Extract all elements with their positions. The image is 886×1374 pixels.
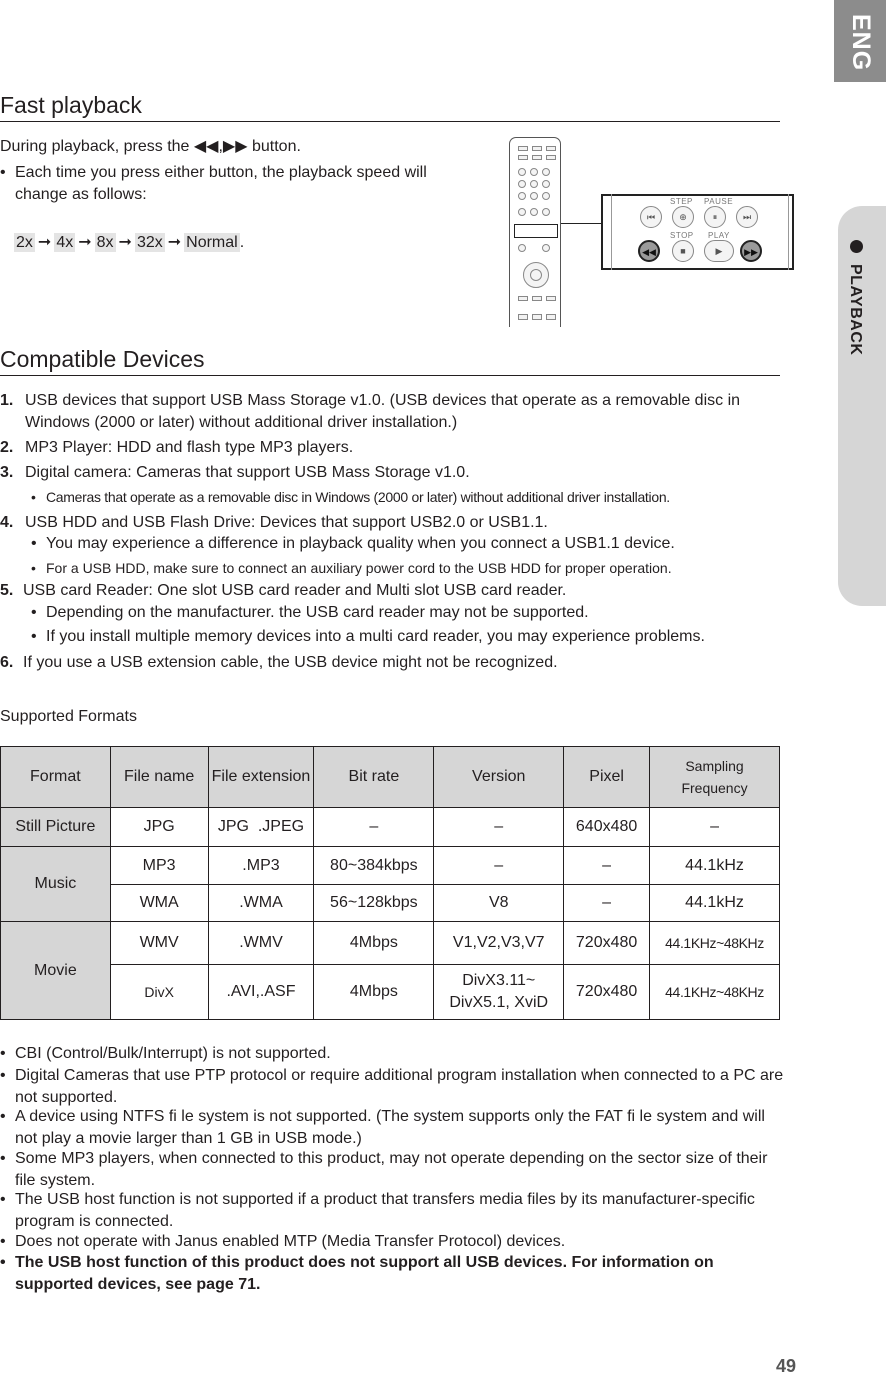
title-rule bbox=[0, 375, 780, 376]
table-row bbox=[1, 885, 780, 922]
rewind-icon: ◀◀ bbox=[638, 240, 660, 262]
table-cell: 4Mbps bbox=[314, 922, 434, 965]
note-item: • Digital Cameras that use PTP protocol or require additional program installation when connected to a PC are not supported. bbox=[0, 1067, 784, 1106]
table-cell: .WMV bbox=[208, 922, 314, 965]
table-cell: 720x480 bbox=[564, 965, 650, 1020]
table-row bbox=[1, 965, 780, 1020]
table-cell bbox=[434, 965, 564, 1020]
table-cell: DivX bbox=[110, 965, 208, 1020]
speed-8x: 8x bbox=[96, 234, 114, 251]
table-cell: – bbox=[564, 885, 650, 922]
table-cell: – bbox=[650, 808, 780, 847]
table-cell: 720x480 bbox=[564, 922, 650, 965]
arrow-icon: ➞ bbox=[78, 234, 92, 251]
table-cell: 44.1KHz~48KHz bbox=[650, 965, 780, 1020]
table-row bbox=[1, 922, 780, 965]
table-cell: MP3 bbox=[110, 847, 208, 885]
version-line-1: DivX3.11~ bbox=[462, 972, 536, 989]
arrow-icon: ➞ bbox=[37, 234, 52, 251]
note-item-important: • The USB host function of this product does not support all USB devices. For information on supported devices, see page 71. bbox=[0, 1254, 714, 1293]
speed-end: . bbox=[239, 234, 245, 251]
table-cell: 56~128kbps bbox=[314, 885, 434, 922]
speed-normal: Normal bbox=[186, 234, 238, 251]
highlight-box bbox=[514, 224, 558, 238]
play-label: PLAY bbox=[708, 231, 730, 240]
table-cell: – bbox=[434, 847, 564, 885]
stop-label: STOP bbox=[670, 231, 694, 240]
table-cell: JPG .JPEG bbox=[208, 808, 314, 847]
pause-icon: ⏸ bbox=[704, 206, 726, 228]
category-cell: Still Picture bbox=[1, 808, 111, 847]
formats-table bbox=[0, 746, 780, 1020]
sub-bullet: • If you install multiple memory devices into a multi card reader, you may experience problems. bbox=[31, 628, 705, 645]
arrow-icon: ➞ bbox=[167, 234, 182, 251]
note-item: • CBI (Control/Bulk/Interrupt) is not supported. bbox=[0, 1045, 331, 1062]
table-cell: .AVI,.ASF bbox=[208, 965, 314, 1020]
table-cell: 44.1KHz~48KHz bbox=[650, 922, 780, 965]
skip-forward-icon: ⏭ bbox=[736, 206, 758, 228]
speed-32x: 32x bbox=[136, 234, 163, 251]
supported-formats-title: Supported Formats bbox=[0, 708, 137, 725]
table-cell: JPG bbox=[110, 808, 208, 847]
header-format: Format bbox=[1, 747, 111, 808]
section-tab bbox=[838, 206, 886, 606]
play-icon: ▶ bbox=[704, 240, 734, 262]
table-cell: 4Mbps bbox=[314, 965, 434, 1020]
table-cell: 640x480 bbox=[564, 808, 650, 847]
compatible-devices-title: Compatible Devices bbox=[0, 346, 205, 372]
remote-control-illustration bbox=[509, 137, 561, 327]
table-cell: V1,V2,V3,V7 bbox=[434, 922, 564, 965]
table-cell: 44.1kHz bbox=[650, 885, 780, 922]
header-file-name: File name bbox=[110, 747, 208, 808]
section-label: PLAYBACK bbox=[847, 264, 864, 356]
table-row bbox=[1, 808, 780, 847]
note-item: • The USB host function is not supported if a product that transfers media files by its manufacturer-specific program is connected. bbox=[0, 1191, 755, 1230]
table-cell: – bbox=[434, 808, 564, 847]
table-cell: 80~384kbps bbox=[314, 847, 434, 885]
sub-bullet: • Depending on the manufacturer. the USB card reader may not be supported. bbox=[31, 604, 589, 621]
page-number: 49 bbox=[776, 1356, 797, 1374]
header-sampling-frequency: Sampling Frequency bbox=[650, 747, 780, 808]
table-cell: V8 bbox=[434, 885, 564, 922]
fast-playback-title: Fast playback bbox=[0, 92, 142, 118]
header-file-extension: File extension bbox=[208, 747, 314, 808]
sub-bullet: • Cameras that operate as a removable disc in Windows (2000 or later) without additional driver installation. bbox=[31, 489, 670, 505]
table-cell: .WMA bbox=[208, 885, 314, 922]
bullet-dot-icon bbox=[850, 240, 863, 253]
table-cell: 44.1kHz bbox=[650, 847, 780, 885]
speed-bullet: • Each time you press either button, the playback speed will change as follows: bbox=[0, 164, 427, 203]
sub-bullet: • For a USB HDD, make sure to connect an auxiliary power cord to the USB HDD for proper operation. bbox=[31, 560, 672, 576]
note-item: • Some MP3 players, when connected to this product, may not operate depending on the sector size of their file system. bbox=[0, 1150, 768, 1189]
table-cell: .MP3 bbox=[208, 847, 314, 885]
arrow-icon: ➞ bbox=[118, 234, 132, 251]
language-tab bbox=[834, 0, 886, 82]
remote-callout bbox=[601, 194, 794, 270]
header-pixel: Pixel bbox=[564, 747, 650, 808]
fast-forward-icon: ▶▶ bbox=[740, 240, 762, 262]
step-label: STEP bbox=[670, 197, 693, 206]
callout-line bbox=[561, 223, 601, 224]
step-icon: ⊕ bbox=[672, 206, 694, 228]
skip-back-icon: ⏮ bbox=[640, 206, 662, 228]
table-row bbox=[1, 847, 780, 885]
table-header-row bbox=[1, 747, 780, 808]
header-version: Version bbox=[434, 747, 564, 808]
speed-2x: 2x bbox=[16, 234, 33, 251]
category-cell: Movie bbox=[1, 922, 111, 1020]
version-line-2: DivX5.1, XviD bbox=[449, 994, 549, 1011]
table-cell: WMA bbox=[110, 885, 208, 922]
speed-4x: 4x bbox=[56, 234, 74, 251]
note-item: • A device using NTFS fi le system is not supported. (The system supports only the FAT fi le system and will not play a movie larger than 1 GB in USB mode.) bbox=[0, 1108, 765, 1147]
table-cell: – bbox=[314, 808, 434, 847]
pause-label: PAUSE bbox=[704, 197, 734, 206]
header-bit-rate: Bit rate bbox=[314, 747, 434, 808]
speed-sequence bbox=[14, 232, 244, 252]
stop-icon: ■ bbox=[672, 240, 694, 262]
title-rule bbox=[0, 121, 780, 122]
fast-playback-intro: During playback, press the ◀◀,▶▶ button. bbox=[0, 138, 301, 155]
note-item: • Does not operate with Janus enabled MTP (Media Transfer Protocol) devices. bbox=[0, 1233, 566, 1250]
category-cell: Music bbox=[1, 847, 111, 922]
table-cell: – bbox=[564, 847, 650, 885]
sub-bullet: • You may experience a difference in playback quality when you connect a USB1.1 device. bbox=[31, 535, 675, 552]
table-cell: WMV bbox=[110, 922, 208, 965]
language-label: ENG bbox=[847, 14, 875, 72]
